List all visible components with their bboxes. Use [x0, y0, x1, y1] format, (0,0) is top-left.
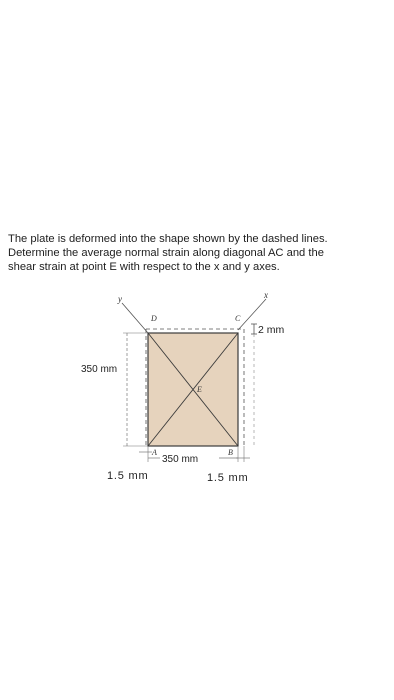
- x-axis-label: x: [264, 290, 268, 300]
- y-axis-label: y: [118, 294, 122, 304]
- vertical-shift-label: 2 mm: [258, 324, 285, 336]
- point-e-label: E: [197, 385, 202, 394]
- problem-line-2: Determine the average normal strain along diagonal AC and the: [8, 247, 324, 259]
- y-axis-line: [122, 303, 148, 333]
- point-d-label: D: [151, 314, 157, 323]
- right-shift-label: 1.5 mm: [207, 472, 249, 484]
- problem-line-1: The plate is deformed into the shape shown by the dashed lines.: [8, 233, 328, 245]
- point-b-label: B: [228, 448, 233, 457]
- point-c-label: C: [235, 314, 241, 323]
- point-a-label: A: [152, 448, 157, 457]
- height-dimension-label: 350 mm: [81, 364, 118, 375]
- width-dimension-label: 350 mm: [162, 454, 199, 465]
- problem-line-3: shear strain at point E with respect to the x and y axes.: [8, 261, 280, 273]
- left-shift-label: 1.5 mm: [107, 470, 149, 482]
